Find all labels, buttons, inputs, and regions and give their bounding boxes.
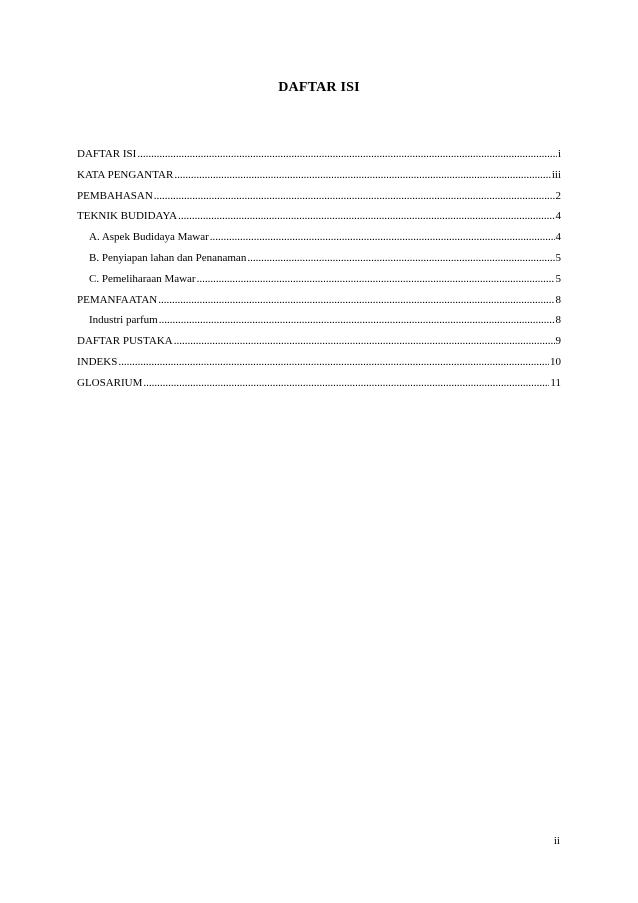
- toc-leader-dots: [158, 290, 554, 311]
- toc-leader-dots: [174, 331, 555, 352]
- toc-entry-indeks[interactable]: [77, 352, 561, 373]
- table-of-contents: [77, 144, 561, 394]
- toc-entry-label: PEMBAHASAN: [77, 189, 153, 202]
- toc-leader-dots: [178, 206, 554, 227]
- toc-entry-label: INDEKS: [77, 355, 118, 368]
- page-number: ii: [553, 835, 560, 847]
- toc-entry-label: B. Penyiapan lahan dan Penanaman: [89, 251, 247, 264]
- toc-entry-page: i: [557, 148, 561, 160]
- toc-entry-daftar-isi[interactable]: [77, 144, 561, 165]
- toc-entry-label: Industri parfum: [89, 314, 158, 327]
- toc-entry-aspek-budidaya-mawar[interactable]: [77, 227, 561, 248]
- toc-entry-pemeliharaan-mawar[interactable]: [77, 269, 561, 290]
- toc-entry-page: 11: [550, 376, 561, 389]
- toc-entry-label: TEKNIK BUDIDAYA: [77, 210, 178, 223]
- toc-entry-page: 2: [555, 189, 561, 202]
- toc-entry-label: GLOSARIUM: [77, 376, 143, 389]
- toc-entry-label: A. Aspek Budidaya Mawar: [89, 231, 209, 244]
- toc-leader-dots: [143, 373, 549, 394]
- toc-leader-dots: [247, 248, 554, 269]
- page-title: DAFTAR ISI: [278, 80, 360, 95]
- toc-entry-label: C. Pemeliharaan Mawar: [89, 272, 196, 285]
- toc-entry-page: 8: [555, 293, 561, 306]
- toc-leader-dots: [174, 165, 551, 186]
- toc-entry-glosarium[interactable]: [77, 373, 561, 394]
- toc-entry-kata-pengantar[interactable]: [77, 165, 561, 186]
- toc-entry-page: 4: [555, 231, 561, 244]
- toc-entry-page: iii: [551, 168, 561, 181]
- toc-entry-label: KATA PENGANTAR: [77, 168, 174, 181]
- toc-leader-dots: [197, 269, 555, 290]
- toc-leader-dots: [118, 352, 549, 373]
- toc-entry-pembahasan[interactable]: [77, 186, 561, 207]
- toc-leader-dots: [137, 144, 557, 165]
- toc-leader-dots: [210, 227, 555, 248]
- toc-leader-dots: [154, 186, 555, 207]
- toc-entry-label: DAFTAR ISI: [77, 148, 137, 160]
- toc-entry-page: 10: [550, 355, 561, 368]
- toc-leader-dots: [159, 310, 555, 331]
- toc-entry-label: DAFTAR PUSTAKA: [77, 335, 173, 348]
- toc-entry-penyiapan-lahan[interactable]: [77, 248, 561, 269]
- toc-entry-page: 5: [555, 272, 561, 285]
- toc-entry-page: 4: [555, 210, 561, 223]
- toc-entry-page: 5: [555, 251, 561, 264]
- toc-entry-daftar-pustaka[interactable]: [77, 331, 561, 352]
- toc-entry-industri-parfum[interactable]: [77, 310, 561, 331]
- toc-entry-page: 8: [555, 314, 561, 327]
- toc-entry-page: 9: [555, 335, 561, 348]
- toc-entry-pemanfaatan[interactable]: [77, 290, 561, 311]
- toc-entry-teknik-budidaya[interactable]: [77, 206, 561, 227]
- toc-entry-label: PEMANFAATAN: [77, 293, 158, 306]
